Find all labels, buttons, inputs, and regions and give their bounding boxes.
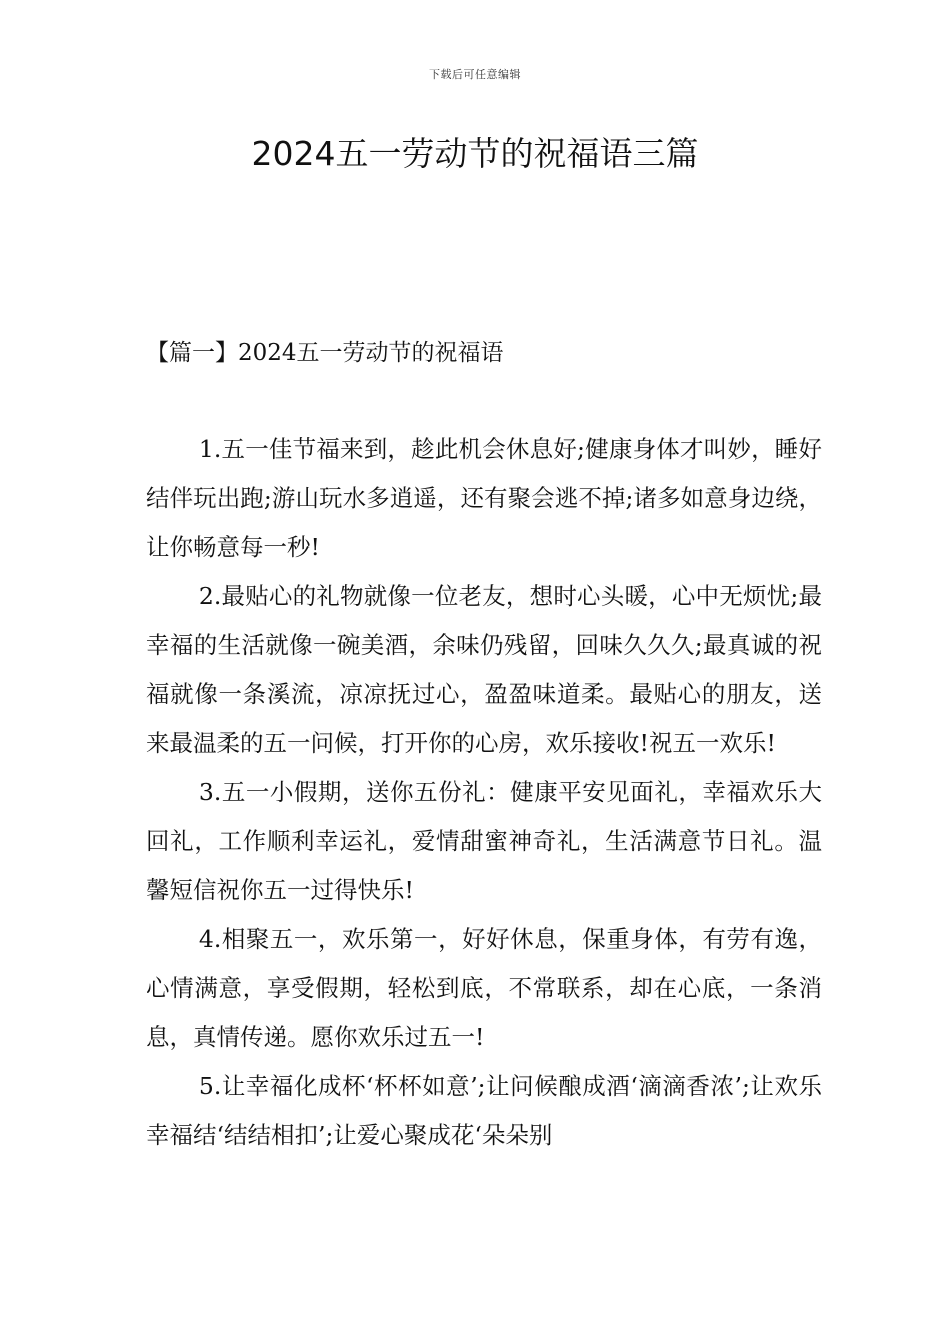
paragraph-3: 3.五一小假期，送你五份礼：健康平安见面礼，幸福欢乐大回礼，工作顺利幸运礼，爱情甜蜜神奇礼，生活满意节日礼。温馨短信祝你五一过得快乐! [146,778,822,904]
paragraph-5: 5.让幸福化成杯‘杯杯如意’;让问候酿成酒‘滴滴香浓’;让欢乐幸福结‘结结相扣’;让爱心聚成花‘朵朵别 [146,1072,822,1149]
document-title: 2024五一劳动节的祝福语三篇 [251,134,699,173]
section-heading: 【篇一】2024五一劳动节的祝福语 [146,340,504,366]
paragraph-1: 1.五一佳节福来到，趁此机会休息好;健康身体才叫妙，睡好结伴玩出跑;游山玩水多逍遥，还有聚会逃不掉;诸多如意身边绕，让你畅意每一秒! [146,435,822,561]
header-note: 下载后可任意编辑 [429,68,521,81]
paragraph-4: 4.相聚五一，欢乐第一，好好休息，保重身体，有劳有逸，心情满意，享受假期，轻松到底，不常联系，却在心底，一条消息，真情传递。愿你欢乐过五一! [146,925,822,1051]
paragraph-2: 2.最贴心的礼物就像一位老友，想时心头暖，心中无烦忧;最幸福的生活就像一碗美酒，余味仍残留，回味久久久;最真诚的祝福就像一条溪流，凉凉抚过心，盈盈味道柔。最贴心的朋友，送来最温柔的五一问候，打开你的心房，欢乐接收!祝五一欢乐! [146,582,822,757]
body-text [146,425,822,1160]
